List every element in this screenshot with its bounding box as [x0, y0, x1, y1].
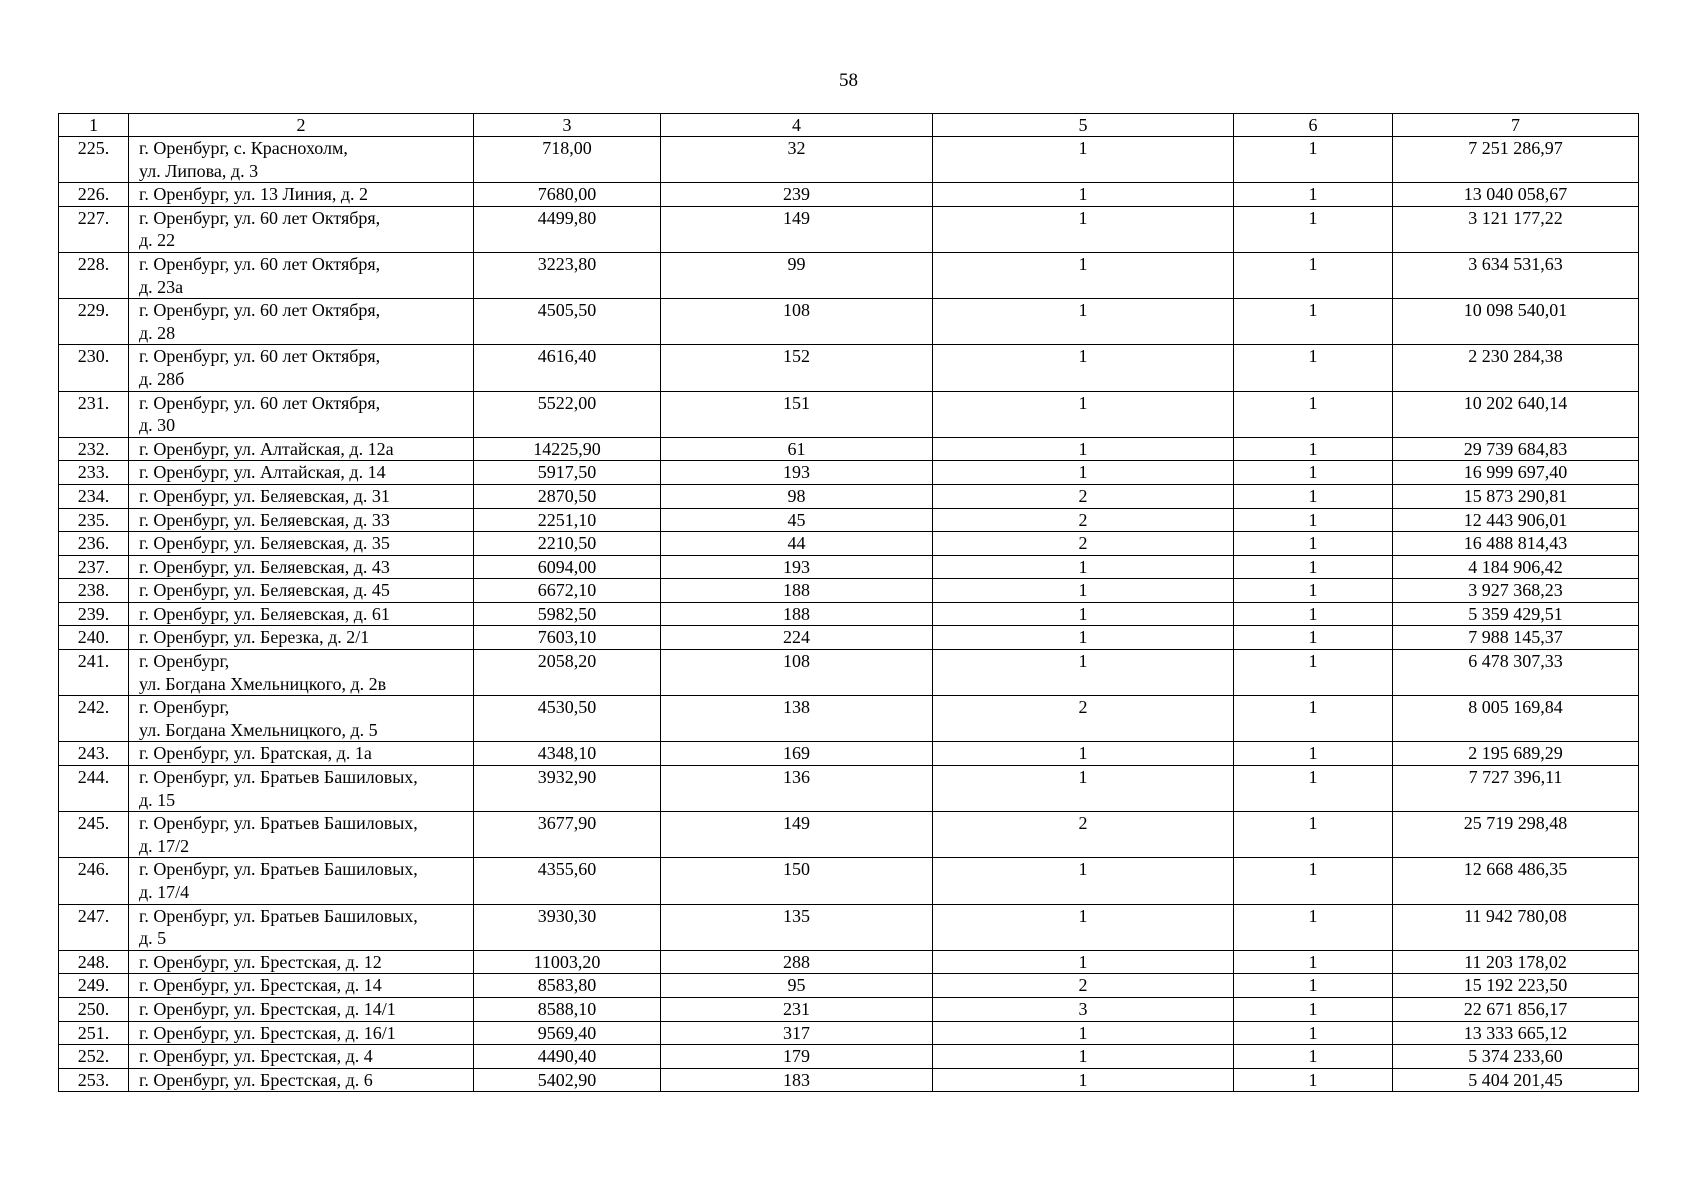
address-cell [129, 252, 474, 298]
column-4-cell: 98 [661, 484, 933, 508]
address-cell [129, 345, 474, 391]
table-row [59, 137, 1639, 183]
column-6-cell: 1 [1234, 391, 1393, 437]
row-number-cell: 228. [59, 252, 129, 298]
address-line: г. Оренбург, ул. Брестская, д. 12 [139, 951, 382, 972]
column-4-cell: 169 [661, 742, 933, 766]
address-line: г. Оренбург, ул. 60 лет Октября, [139, 207, 381, 228]
column-5-cell: 1 [933, 461, 1234, 485]
column-4-cell: 183 [661, 1068, 933, 1092]
column-6-cell: 1 [1234, 1045, 1393, 1069]
address-line: г. Оренбург, ул. Березка, д. 2/1 [139, 627, 370, 648]
table-row [59, 461, 1639, 485]
column-5-cell: 1 [933, 766, 1234, 812]
address-cell [129, 508, 474, 532]
address-cell [129, 579, 474, 603]
table-row [59, 602, 1639, 626]
address-line: г. Оренбург, ул. Беляевская, д. 45 [139, 580, 390, 601]
address-line: д. 5 [139, 928, 167, 949]
cost-cell: 2 195 689,29 [1393, 742, 1639, 766]
area-cell: 5522,00 [474, 391, 661, 437]
column-5-cell: 2 [933, 696, 1234, 742]
column-4-cell: 135 [661, 904, 933, 950]
column-4-cell: 188 [661, 602, 933, 626]
row-number-cell: 235. [59, 508, 129, 532]
address-line: г. Оренбург, ул. Братьев Башиловых, [139, 859, 418, 880]
address-line: г. Оренбург, ул. Алтайская, д. 12а [139, 438, 394, 459]
address-cell [129, 766, 474, 812]
column-4-cell: 44 [661, 532, 933, 556]
cost-cell: 10 202 640,14 [1393, 391, 1639, 437]
column-6-cell: 1 [1234, 904, 1393, 950]
address-line: д. 28б [139, 368, 185, 389]
cost-cell: 15 192 223,50 [1393, 974, 1639, 998]
address-line: г. Оренбург, ул. Брестская, д. 16/1 [139, 1022, 396, 1043]
table-row [59, 206, 1639, 252]
table-row [59, 1021, 1639, 1045]
column-6-cell: 1 [1234, 974, 1393, 998]
cost-cell: 13 333 665,12 [1393, 1021, 1639, 1045]
column-5-cell: 1 [933, 950, 1234, 974]
address-cell [129, 484, 474, 508]
row-number-cell: 245. [59, 812, 129, 858]
cost-cell: 2 230 284,38 [1393, 345, 1639, 391]
table-row [59, 555, 1639, 579]
cost-cell: 12 443 906,01 [1393, 508, 1639, 532]
column-6-cell: 1 [1234, 437, 1393, 461]
table-row [59, 974, 1639, 998]
cost-cell: 29 739 684,83 [1393, 437, 1639, 461]
cost-cell: 15 873 290,81 [1393, 484, 1639, 508]
column-6-cell: 1 [1234, 461, 1393, 485]
area-cell: 4490,40 [474, 1045, 661, 1069]
address-line: г. Оренбург, [139, 651, 230, 672]
row-number-cell: 227. [59, 206, 129, 252]
address-cell [129, 1021, 474, 1045]
row-number-cell: 244. [59, 766, 129, 812]
column-6-cell: 1 [1234, 1021, 1393, 1045]
address-line: г. Оренбург, ул. 13 Линия, д. 2 [139, 184, 369, 205]
address-cell [129, 183, 474, 207]
area-cell: 8588,10 [474, 997, 661, 1021]
column-5-cell: 1 [933, 252, 1234, 298]
address-line: г. Оренбург, ул. Брестская, д. 4 [139, 1046, 373, 1067]
address-line: г. Оренбург, ул. 60 лет Октября, [139, 346, 381, 367]
row-number-cell: 234. [59, 484, 129, 508]
area-cell: 4616,40 [474, 345, 661, 391]
cost-cell: 11 203 178,02 [1393, 950, 1639, 974]
column-5-cell: 1 [933, 137, 1234, 183]
table-row [59, 437, 1639, 461]
address-line: г. Оренбург, ул. Брестская, д. 6 [139, 1069, 373, 1090]
column-header: 7 [1393, 114, 1639, 137]
column-5-cell: 2 [933, 532, 1234, 556]
column-5-cell: 1 [933, 650, 1234, 696]
address-cell [129, 137, 474, 183]
row-number-cell: 226. [59, 183, 129, 207]
column-6-cell: 1 [1234, 508, 1393, 532]
area-cell: 7603,10 [474, 626, 661, 650]
column-5-cell: 1 [933, 1045, 1234, 1069]
table-row [59, 252, 1639, 298]
cost-cell: 5 404 201,45 [1393, 1068, 1639, 1092]
column-4-cell: 193 [661, 555, 933, 579]
address-cell [129, 858, 474, 904]
address-line: г. Оренбург, ул. Братьев Башиловых, [139, 905, 418, 926]
table-body [59, 137, 1639, 1092]
area-cell: 11003,20 [474, 950, 661, 974]
cost-cell: 3 927 368,23 [1393, 579, 1639, 603]
address-line: г. Оренбург, ул. Беляевская, д. 43 [139, 556, 390, 577]
row-number-cell: 239. [59, 602, 129, 626]
address-cell [129, 950, 474, 974]
column-4-cell: 45 [661, 508, 933, 532]
column-5-cell: 1 [933, 904, 1234, 950]
cost-cell: 4 184 906,42 [1393, 555, 1639, 579]
address-line: д. 30 [139, 415, 176, 436]
cost-cell: 22 671 856,17 [1393, 997, 1639, 1021]
cost-cell: 10 098 540,01 [1393, 299, 1639, 345]
address-cell [129, 461, 474, 485]
table-row [59, 484, 1639, 508]
address-line: г. Оренбург, ул. Беляевская, д. 33 [139, 509, 390, 530]
column-6-cell: 1 [1234, 997, 1393, 1021]
address-line: г. Оренбург, ул. Братьев Башиловых, [139, 767, 418, 788]
column-header: 6 [1234, 114, 1393, 137]
area-cell: 9569,40 [474, 1021, 661, 1045]
column-header: 1 [59, 114, 129, 137]
column-5-cell: 3 [933, 997, 1234, 1021]
row-number-cell: 241. [59, 650, 129, 696]
row-number-cell: 247. [59, 904, 129, 950]
table-row [59, 345, 1639, 391]
address-line: д. 22 [139, 230, 176, 251]
area-cell: 2251,10 [474, 508, 661, 532]
area-cell: 5917,50 [474, 461, 661, 485]
table-row [59, 950, 1639, 974]
address-line: г. Оренбург, с. Краснохолм, [139, 138, 348, 158]
address-line: ул. Богдана Хмельницкого, д. 5 [139, 719, 378, 740]
column-4-cell: 224 [661, 626, 933, 650]
table-row [59, 1068, 1639, 1092]
cost-cell: 8 005 169,84 [1393, 696, 1639, 742]
address-cell [129, 904, 474, 950]
cost-cell: 3 634 531,63 [1393, 252, 1639, 298]
column-6-cell: 1 [1234, 206, 1393, 252]
row-number-cell: 246. [59, 858, 129, 904]
area-cell: 4499,80 [474, 206, 661, 252]
address-line: г. Оренбург, [139, 697, 230, 718]
address-line: г. Оренбург, ул. 60 лет Октября, [139, 300, 381, 321]
row-number-cell: 250. [59, 997, 129, 1021]
area-cell: 4355,60 [474, 858, 661, 904]
row-number-cell: 249. [59, 974, 129, 998]
row-number-cell: 230. [59, 345, 129, 391]
address-cell [129, 437, 474, 461]
column-5-cell: 1 [933, 742, 1234, 766]
cost-cell: 7 251 286,97 [1393, 137, 1639, 183]
row-number-cell: 248. [59, 950, 129, 974]
table-row [59, 696, 1639, 742]
column-4-cell: 193 [661, 461, 933, 485]
column-4-cell: 231 [661, 997, 933, 1021]
registry-table [58, 113, 1639, 1092]
column-4-cell: 188 [661, 579, 933, 603]
column-header: 3 [474, 114, 661, 137]
address-line: д. 15 [139, 789, 176, 810]
column-5-cell: 2 [933, 974, 1234, 998]
address-line: д. 28 [139, 322, 176, 343]
column-header: 5 [933, 114, 1234, 137]
column-4-cell: 99 [661, 252, 933, 298]
address-line: г. Оренбург, ул. Алтайская, д. 14 [139, 462, 386, 483]
area-cell: 4348,10 [474, 742, 661, 766]
address-line: г. Оренбург, ул. Брестская, д. 14/1 [139, 998, 396, 1019]
column-6-cell: 1 [1234, 252, 1393, 298]
row-number-cell: 231. [59, 391, 129, 437]
row-number-cell: 251. [59, 1021, 129, 1045]
column-5-cell: 1 [933, 1021, 1234, 1045]
row-number-cell: 237. [59, 555, 129, 579]
column-4-cell: 317 [661, 1021, 933, 1045]
column-4-cell: 150 [661, 858, 933, 904]
area-cell: 3930,30 [474, 904, 661, 950]
row-number-cell: 225. [59, 137, 129, 183]
column-6-cell: 1 [1234, 532, 1393, 556]
row-number-cell: 253. [59, 1068, 129, 1092]
row-number-cell: 242. [59, 696, 129, 742]
area-cell: 2870,50 [474, 484, 661, 508]
column-header: 2 [129, 114, 474, 137]
row-number-cell: 240. [59, 626, 129, 650]
column-6-cell: 1 [1234, 183, 1393, 207]
table-row [59, 626, 1639, 650]
row-number-cell: 252. [59, 1045, 129, 1069]
table-row [59, 391, 1639, 437]
column-4-cell: 61 [661, 437, 933, 461]
column-5-cell: 1 [933, 391, 1234, 437]
column-5-cell: 1 [933, 602, 1234, 626]
address-line: г. Оренбург, ул. Брестская, д. 14 [139, 975, 382, 996]
column-5-cell: 1 [933, 437, 1234, 461]
column-4-cell: 151 [661, 391, 933, 437]
cost-cell: 12 668 486,35 [1393, 858, 1639, 904]
cost-cell: 25 719 298,48 [1393, 812, 1639, 858]
address-line: г. Оренбург, ул. 60 лет Октября, [139, 253, 381, 274]
address-line: г. Оренбург, ул. Беляевская, д. 31 [139, 485, 390, 506]
address-cell [129, 555, 474, 579]
address-line: г. Оренбург, ул. 60 лет Октября, [139, 392, 381, 413]
area-cell: 2058,20 [474, 650, 661, 696]
column-6-cell: 1 [1234, 484, 1393, 508]
cost-cell: 16 488 814,43 [1393, 532, 1639, 556]
column-5-cell: 1 [933, 1068, 1234, 1092]
address-cell [129, 602, 474, 626]
address-line: д. 17/2 [139, 835, 190, 856]
table-row [59, 532, 1639, 556]
table-row [59, 858, 1639, 904]
address-cell [129, 974, 474, 998]
table-row [59, 766, 1639, 812]
address-line: ул. Липова, д. 3 [139, 160, 259, 181]
row-number-cell: 238. [59, 579, 129, 603]
row-number-cell: 236. [59, 532, 129, 556]
address-line: г. Оренбург, ул. Братьев Башиловых, [139, 813, 418, 834]
address-cell [129, 299, 474, 345]
table-row [59, 742, 1639, 766]
address-cell [129, 1045, 474, 1069]
column-6-cell: 1 [1234, 1068, 1393, 1092]
area-cell: 718,00 [474, 137, 661, 183]
address-cell [129, 206, 474, 252]
column-5-cell: 1 [933, 299, 1234, 345]
column-5-cell: 1 [933, 579, 1234, 603]
area-cell: 3677,90 [474, 812, 661, 858]
column-6-cell: 1 [1234, 345, 1393, 391]
column-5-cell: 1 [933, 345, 1234, 391]
area-cell: 4505,50 [474, 299, 661, 345]
column-4-cell: 179 [661, 1045, 933, 1069]
column-5-cell: 2 [933, 484, 1234, 508]
address-cell [129, 626, 474, 650]
address-cell [129, 650, 474, 696]
column-4-cell: 136 [661, 766, 933, 812]
area-cell: 5982,50 [474, 602, 661, 626]
address-line: г. Оренбург, ул. Братская, д. 1а [139, 743, 372, 764]
table-row [59, 650, 1639, 696]
column-6-cell: 1 [1234, 650, 1393, 696]
table-row [59, 997, 1639, 1021]
cost-cell: 13 040 058,67 [1393, 183, 1639, 207]
row-number-cell: 243. [59, 742, 129, 766]
column-5-cell: 1 [933, 858, 1234, 904]
column-4-cell: 138 [661, 696, 933, 742]
table-row [59, 579, 1639, 603]
column-6-cell: 1 [1234, 626, 1393, 650]
row-number-cell: 229. [59, 299, 129, 345]
area-cell: 6672,10 [474, 579, 661, 603]
row-number-cell: 233. [59, 461, 129, 485]
column-6-cell: 1 [1234, 858, 1393, 904]
column-6-cell: 1 [1234, 696, 1393, 742]
cost-cell: 11 942 780,08 [1393, 904, 1639, 950]
column-6-cell: 1 [1234, 299, 1393, 345]
column-5-cell: 1 [933, 626, 1234, 650]
area-cell: 6094,00 [474, 555, 661, 579]
address-cell [129, 696, 474, 742]
column-5-cell: 1 [933, 183, 1234, 207]
cost-cell: 3 121 177,22 [1393, 206, 1639, 252]
column-6-cell: 1 [1234, 950, 1393, 974]
column-6-cell: 1 [1234, 812, 1393, 858]
address-cell [129, 391, 474, 437]
table-row [59, 508, 1639, 532]
cost-cell: 16 999 697,40 [1393, 461, 1639, 485]
address-cell [129, 997, 474, 1021]
cost-cell: 7 988 145,37 [1393, 626, 1639, 650]
column-6-cell: 1 [1234, 555, 1393, 579]
row-number-cell: 232. [59, 437, 129, 461]
area-cell: 4530,50 [474, 696, 661, 742]
column-5-cell: 2 [933, 812, 1234, 858]
address-cell [129, 1068, 474, 1092]
table-row [59, 904, 1639, 950]
cost-cell: 5 359 429,51 [1393, 602, 1639, 626]
column-5-cell: 2 [933, 508, 1234, 532]
address-line: ул. Богдана Хмельницкого, д. 2в [139, 673, 387, 694]
column-5-cell: 1 [933, 555, 1234, 579]
table-row [59, 1045, 1639, 1069]
column-4-cell: 149 [661, 812, 933, 858]
cost-cell: 7 727 396,11 [1393, 766, 1639, 812]
column-6-cell: 1 [1234, 742, 1393, 766]
column-4-cell: 149 [661, 206, 933, 252]
page-number: 58 [839, 70, 858, 91]
column-6-cell: 1 [1234, 766, 1393, 812]
column-header: 4 [661, 114, 933, 137]
area-cell: 8583,80 [474, 974, 661, 998]
column-4-cell: 95 [661, 974, 933, 998]
area-cell: 3223,80 [474, 252, 661, 298]
address-cell [129, 812, 474, 858]
address-line: г. Оренбург, ул. Беляевская, д. 61 [139, 603, 390, 624]
column-4-cell: 239 [661, 183, 933, 207]
table-row [59, 183, 1639, 207]
column-6-cell: 1 [1234, 137, 1393, 183]
column-5-cell: 1 [933, 206, 1234, 252]
area-cell: 14225,90 [474, 437, 661, 461]
column-4-cell: 108 [661, 650, 933, 696]
column-6-cell: 1 [1234, 602, 1393, 626]
area-cell: 5402,90 [474, 1068, 661, 1092]
table-row [59, 299, 1639, 345]
area-cell: 7680,00 [474, 183, 661, 207]
area-cell: 3932,90 [474, 766, 661, 812]
address-line: д. 23а [139, 276, 184, 297]
cost-cell: 5 374 233,60 [1393, 1045, 1639, 1069]
column-6-cell: 1 [1234, 579, 1393, 603]
column-number-row [59, 114, 1639, 137]
column-4-cell: 32 [661, 137, 933, 183]
address-cell [129, 742, 474, 766]
table-row [59, 812, 1639, 858]
column-4-cell: 152 [661, 345, 933, 391]
area-cell: 2210,50 [474, 532, 661, 556]
address-line: д. 17/4 [139, 882, 190, 902]
column-4-cell: 108 [661, 299, 933, 345]
address-cell [129, 532, 474, 556]
cost-cell: 6 478 307,33 [1393, 650, 1639, 696]
address-line: г. Оренбург, ул. Беляевская, д. 35 [139, 533, 390, 554]
column-4-cell: 288 [661, 950, 933, 974]
